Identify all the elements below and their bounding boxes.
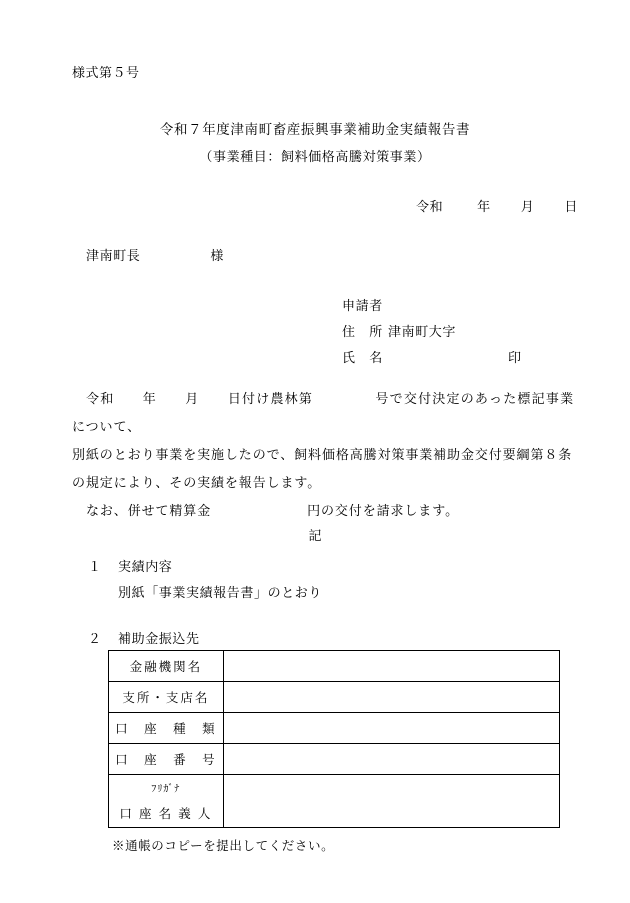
body-era: 令和 [86,391,115,406]
seal-mark: 印 [508,350,522,365]
applicant-address-row [342,319,522,345]
section-1-detail: 別紙「事業実績報告書」のとおり [118,585,323,600]
account-holder-furigana-label: ﾌﾘｶﾞﾅ [109,775,224,800]
applicant-block [342,293,522,371]
section-2-number: ２ [88,631,102,646]
branch-name-label: 支所・支店名 [109,682,224,713]
account-holder-label: 口 座 名 義 人 [109,799,224,828]
passbook-note: ※通帳のコピーを提出してください。 [112,839,335,853]
applicant-address-value: 津南町大字 [388,324,457,339]
bank-account-table [108,650,560,828]
document-subtitle: （事業種目：飼料価格高騰対策事業） [199,149,431,164]
bank-name-label: 金融機関名 [109,651,224,682]
ki-marker: 記 [308,528,322,543]
bank-name-value[interactable] [223,651,559,682]
body-doc-number-label: 日付け農林第 [227,391,314,406]
addressee-honorific: 様 [210,248,225,263]
branch-name-value[interactable] [223,682,559,713]
account-holder-value[interactable] [223,775,559,828]
date-era: 令和 [415,199,444,214]
form-number: 様式第５号 [72,65,140,80]
date-line [416,196,578,215]
addressee-name: 津南町長 [86,248,141,263]
table-row [109,744,560,775]
section-1-heading [88,556,172,575]
body-year: 年 [142,391,157,406]
section-1-number: １ [88,559,102,574]
body-paragraph-3: の規定により、その実績を報告します。 [72,475,322,490]
body-paragraph-1 [72,385,574,441]
settlement-label: なお、併せて精算金 [86,503,212,518]
section-2-title: 補助金振込先 [118,631,200,646]
body-paragraph-4 [72,497,574,525]
table-row [109,713,560,744]
table-row [109,651,560,682]
applicant-heading: 申請者 [342,298,383,313]
date-year-unit: 年 [477,199,491,214]
date-month-unit: 月 [520,199,535,214]
body-line1-tail: 号で交付決定のあった標記事業について、 [72,391,574,434]
document-title: 令和７年度津南町畜産振興事業補助金実績報告書 [159,122,471,137]
body-text [72,385,574,525]
applicant-name-label: 氏 名 [342,350,383,365]
applicant-heading-row [342,293,522,319]
date-day-unit: 日 [564,199,578,214]
account-number-label: 口 座 番 号 [109,744,224,775]
section-2-heading [88,628,200,647]
section-1-title: 実績内容 [118,559,173,574]
body-month: 月 [184,391,200,406]
applicant-name-row [342,345,522,371]
applicant-address-label: 住 所 [342,324,383,339]
account-type-label: 口 座 種 類 [109,713,224,744]
table-row [109,682,560,713]
account-number-value[interactable] [223,744,559,775]
settlement-tail: 円の交付を請求します。 [307,503,459,518]
account-type-value[interactable] [223,713,559,744]
body-paragraph-2: 別紙のとおり事業を実施したので、飼料価格高騰対策事業補助金交付要綱第８条 [72,447,573,462]
table-row [109,775,560,800]
addressee [86,245,224,264]
